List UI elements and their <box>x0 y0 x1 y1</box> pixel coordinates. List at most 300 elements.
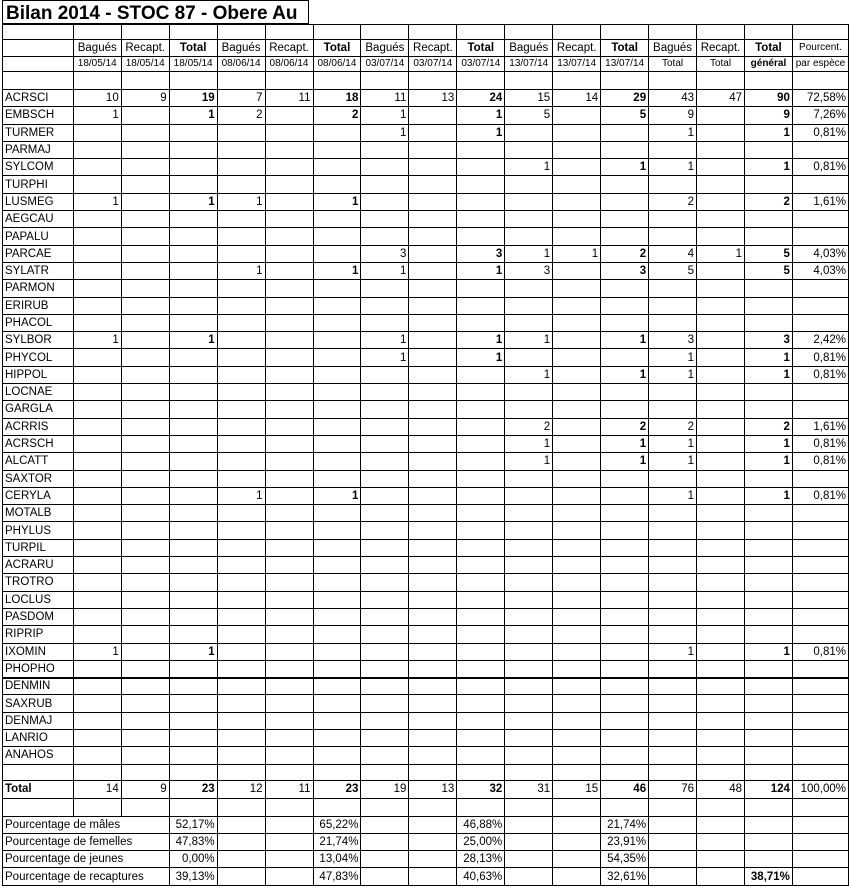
value-cell <box>697 211 745 228</box>
table-row <box>3 712 849 729</box>
value-cell <box>73 401 121 418</box>
column-header: Pourcent. <box>792 40 848 57</box>
value-cell <box>697 435 745 452</box>
value-cell <box>697 643 745 660</box>
value-cell <box>265 124 313 141</box>
table-row <box>3 522 849 539</box>
value-cell <box>361 660 409 677</box>
table-row <box>3 816 849 833</box>
value-cell <box>169 574 217 591</box>
value-cell <box>313 245 361 262</box>
empty-cell <box>505 851 553 868</box>
value-cell <box>697 539 745 556</box>
table-row <box>3 764 849 780</box>
value-cell: 1 <box>73 107 121 124</box>
value-cell <box>73 418 121 435</box>
stat-value: 21,74% <box>601 816 649 833</box>
value-cell <box>697 107 745 124</box>
stat-value: 47,83% <box>169 833 217 850</box>
table-row <box>3 349 849 366</box>
empty-cell <box>3 72 74 90</box>
value-cell <box>697 159 745 176</box>
value-cell <box>792 141 848 158</box>
value-cell <box>601 314 649 331</box>
value-cell <box>409 211 457 228</box>
value-cell <box>313 557 361 574</box>
value-cell <box>505 401 553 418</box>
value-cell <box>121 228 169 245</box>
value-cell <box>792 176 848 193</box>
empty-cell <box>601 764 649 780</box>
value-cell <box>121 539 169 556</box>
value-cell <box>169 591 217 608</box>
value-cell <box>697 418 745 435</box>
value-cell <box>169 487 217 504</box>
value-cell <box>457 712 505 729</box>
column-subheader: 08/06/14 <box>313 57 361 72</box>
total-cell: 48 <box>697 780 745 798</box>
value-cell <box>73 608 121 625</box>
value-cell <box>697 695 745 712</box>
empty-cell <box>409 25 457 40</box>
value-cell <box>457 297 505 314</box>
value-cell: 2 <box>601 418 649 435</box>
value-cell <box>792 522 848 539</box>
empty-cell <box>792 816 848 833</box>
value-cell <box>792 297 848 314</box>
value-cell <box>169 435 217 452</box>
value-cell <box>744 401 792 418</box>
value-cell <box>217 332 265 349</box>
value-cell: 1,61% <box>792 193 848 210</box>
empty-cell <box>217 25 265 40</box>
value-cell <box>649 695 697 712</box>
value-cell: 19 <box>169 90 217 107</box>
value-cell: 1 <box>217 487 265 504</box>
value-cell: 1 <box>697 245 745 262</box>
value-cell <box>553 487 601 504</box>
value-cell: 1 <box>601 453 649 470</box>
value-cell <box>73 487 121 504</box>
column-subheader: 08/06/14 <box>217 57 265 72</box>
value-cell <box>792 557 848 574</box>
stat-value: 40,63% <box>457 868 505 885</box>
value-cell <box>697 522 745 539</box>
value-cell: 3 <box>649 332 697 349</box>
empty-cell <box>121 764 169 780</box>
table-row <box>3 384 849 401</box>
value-cell <box>457 539 505 556</box>
table-row <box>3 539 849 556</box>
value-cell <box>457 643 505 660</box>
empty-cell <box>73 72 121 90</box>
value-cell <box>217 505 265 522</box>
value-cell <box>697 678 745 695</box>
species-code: CERYLA <box>3 487 74 504</box>
value-cell: 10 <box>73 90 121 107</box>
value-cell <box>553 591 601 608</box>
value-cell: 1 <box>649 643 697 660</box>
value-cell <box>217 678 265 695</box>
species-code: DENMAJ <box>3 712 74 729</box>
value-cell <box>553 695 601 712</box>
species-code: EMBSCH <box>3 107 74 124</box>
value-cell <box>505 522 553 539</box>
empty-cell <box>697 833 745 850</box>
value-cell <box>697 557 745 574</box>
total-cell: 11 <box>265 780 313 798</box>
value-cell <box>361 297 409 314</box>
column-subheader: 18/05/14 <box>73 57 121 72</box>
value-cell <box>361 695 409 712</box>
empty-cell <box>744 798 792 816</box>
value-cell <box>505 591 553 608</box>
value-cell <box>73 574 121 591</box>
value-cell: 9 <box>649 107 697 124</box>
value-cell <box>697 712 745 729</box>
value-cell <box>361 574 409 591</box>
value-cell <box>792 678 848 695</box>
value-cell <box>457 470 505 487</box>
value-cell <box>553 435 601 452</box>
stat-value: 21,74% <box>313 833 361 850</box>
value-cell <box>649 574 697 591</box>
column-header: Recapt. <box>409 40 457 57</box>
value-cell <box>792 314 848 331</box>
value-cell <box>265 159 313 176</box>
value-cell <box>697 262 745 279</box>
value-cell <box>361 384 409 401</box>
value-cell: 2 <box>649 193 697 210</box>
value-cell <box>601 401 649 418</box>
species-code: PHOPHO <box>3 660 74 677</box>
value-cell <box>361 591 409 608</box>
value-cell <box>265 228 313 245</box>
table-row <box>3 729 849 746</box>
value-cell: 1 <box>217 193 265 210</box>
value-cell: 1 <box>744 487 792 504</box>
total-cell: 15 <box>553 780 601 798</box>
column-header: Recapt. <box>121 40 169 57</box>
value-cell <box>361 418 409 435</box>
value-cell: 3 <box>457 245 505 262</box>
stat-value: 0,00% <box>169 851 217 868</box>
value-cell <box>73 228 121 245</box>
empty-cell <box>409 798 457 816</box>
empty-cell <box>792 72 848 90</box>
value-cell <box>505 193 553 210</box>
value-cell <box>457 228 505 245</box>
table-row <box>3 193 849 210</box>
value-cell <box>697 332 745 349</box>
value-cell <box>409 228 457 245</box>
value-cell <box>313 141 361 158</box>
value-cell <box>73 314 121 331</box>
value-cell <box>697 176 745 193</box>
value-cell <box>553 349 601 366</box>
value-cell <box>265 522 313 539</box>
value-cell <box>169 522 217 539</box>
value-cell <box>553 280 601 297</box>
value-cell <box>601 643 649 660</box>
species-code: DENMIN <box>3 678 74 695</box>
empty-cell <box>457 798 505 816</box>
value-cell <box>265 712 313 729</box>
value-cell <box>409 505 457 522</box>
value-cell <box>649 522 697 539</box>
empty-cell <box>217 72 265 90</box>
species-code: AEGCAU <box>3 211 74 228</box>
value-cell <box>601 176 649 193</box>
value-cell <box>553 297 601 314</box>
value-cell <box>217 539 265 556</box>
value-cell <box>313 695 361 712</box>
value-cell <box>553 366 601 383</box>
value-cell <box>265 245 313 262</box>
value-cell <box>121 747 169 764</box>
value-cell <box>409 314 457 331</box>
value-cell: 1 <box>601 332 649 349</box>
empty-cell <box>121 798 169 816</box>
species-code: PHACOL <box>3 314 74 331</box>
table-row <box>3 25 849 40</box>
value-cell <box>457 141 505 158</box>
value-cell <box>553 470 601 487</box>
value-cell: 3 <box>505 262 553 279</box>
stat-label: Pourcentage de recaptures <box>3 868 170 885</box>
stat-value: 52,17% <box>169 816 217 833</box>
value-cell <box>553 384 601 401</box>
value-cell: 0,81% <box>792 487 848 504</box>
value-cell <box>601 626 649 643</box>
value-cell <box>744 626 792 643</box>
empty-cell <box>457 25 505 40</box>
value-cell <box>744 660 792 677</box>
value-cell <box>553 107 601 124</box>
value-cell <box>265 211 313 228</box>
value-cell <box>553 314 601 331</box>
table-row <box>3 435 849 452</box>
empty-cell <box>505 868 553 885</box>
value-cell <box>505 470 553 487</box>
empty-cell <box>361 816 409 833</box>
value-cell <box>73 211 121 228</box>
empty-cell <box>121 72 169 90</box>
empty-cell <box>649 851 697 868</box>
empty-cell <box>697 868 745 885</box>
value-cell <box>217 124 265 141</box>
value-cell <box>313 349 361 366</box>
value-cell <box>169 712 217 729</box>
value-cell <box>601 124 649 141</box>
value-cell: 2 <box>649 418 697 435</box>
value-cell <box>217 470 265 487</box>
value-cell <box>649 678 697 695</box>
value-cell: 1 <box>649 366 697 383</box>
value-cell <box>409 522 457 539</box>
empty-cell <box>361 798 409 816</box>
empty-cell <box>265 798 313 816</box>
empty-cell <box>505 72 553 90</box>
value-cell: 9 <box>744 107 792 124</box>
value-cell <box>265 107 313 124</box>
value-cell <box>553 453 601 470</box>
value-cell: 3 <box>361 245 409 262</box>
stat-value: 46,88% <box>457 816 505 833</box>
empty-cell <box>792 868 848 885</box>
table-row <box>3 57 849 72</box>
empty-cell <box>361 25 409 40</box>
value-cell <box>169 539 217 556</box>
value-cell <box>697 608 745 625</box>
stat-value: 54,35% <box>601 851 649 868</box>
value-cell <box>457 747 505 764</box>
value-cell <box>505 747 553 764</box>
empty-cell <box>457 764 505 780</box>
value-cell <box>121 124 169 141</box>
value-cell: 7 <box>217 90 265 107</box>
value-cell <box>409 643 457 660</box>
value-cell: 43 <box>649 90 697 107</box>
value-cell <box>169 418 217 435</box>
value-cell <box>121 418 169 435</box>
empty-cell <box>217 868 265 885</box>
value-cell <box>265 176 313 193</box>
value-cell: 5 <box>744 245 792 262</box>
table-row <box>3 695 849 712</box>
value-cell <box>457 453 505 470</box>
species-code: LUSMEG <box>3 193 74 210</box>
value-cell <box>505 678 553 695</box>
species-code: RIPRIP <box>3 626 74 643</box>
value-cell <box>409 695 457 712</box>
value-cell: 5 <box>505 107 553 124</box>
value-cell <box>265 574 313 591</box>
value-cell <box>409 297 457 314</box>
empty-cell <box>313 764 361 780</box>
value-cell <box>73 453 121 470</box>
value-cell <box>744 211 792 228</box>
empty-cell <box>649 764 697 780</box>
value-cell <box>73 591 121 608</box>
value-cell <box>649 747 697 764</box>
empty-cell <box>73 25 121 40</box>
empty-cell <box>505 25 553 40</box>
species-code: ACRSCH <box>3 435 74 452</box>
value-cell <box>505 487 553 504</box>
value-cell <box>73 678 121 695</box>
species-code: LANRIO <box>3 729 74 746</box>
value-cell <box>265 262 313 279</box>
value-cell <box>313 314 361 331</box>
value-cell <box>169 470 217 487</box>
value-cell <box>121 159 169 176</box>
empty-cell <box>649 798 697 816</box>
value-cell <box>409 453 457 470</box>
column-header: Bagués <box>649 40 697 57</box>
value-cell <box>409 245 457 262</box>
value-cell <box>792 384 848 401</box>
value-cell <box>601 297 649 314</box>
value-cell <box>217 747 265 764</box>
value-cell <box>361 176 409 193</box>
value-cell: 1 <box>169 193 217 210</box>
column-subheader: général <box>744 57 792 72</box>
table-row <box>3 643 849 660</box>
empty-cell <box>744 72 792 90</box>
value-cell <box>169 280 217 297</box>
value-cell <box>73 366 121 383</box>
value-cell <box>697 574 745 591</box>
value-cell: 2 <box>744 193 792 210</box>
value-cell <box>649 591 697 608</box>
value-cell <box>457 608 505 625</box>
value-cell: 1 <box>457 124 505 141</box>
empty-cell <box>265 833 313 850</box>
table-row <box>3 72 849 90</box>
value-cell <box>121 280 169 297</box>
empty-cell <box>505 833 553 850</box>
value-cell <box>361 505 409 522</box>
value-cell <box>361 678 409 695</box>
empty-cell <box>3 57 74 72</box>
value-cell: 1 <box>649 435 697 452</box>
empty-cell <box>553 72 601 90</box>
value-cell <box>553 643 601 660</box>
value-cell <box>409 729 457 746</box>
value-cell <box>649 626 697 643</box>
value-cell: 1 <box>601 435 649 452</box>
value-cell <box>601 280 649 297</box>
species-code: ALCATT <box>3 453 74 470</box>
value-cell <box>121 435 169 452</box>
value-cell <box>553 141 601 158</box>
column-header: Bagués <box>505 40 553 57</box>
empty-cell <box>697 25 745 40</box>
value-cell <box>169 608 217 625</box>
species-code: IXOMIN <box>3 643 74 660</box>
value-cell: 1 <box>313 262 361 279</box>
species-code: SYLATR <box>3 262 74 279</box>
value-cell: 2 <box>505 418 553 435</box>
value-cell <box>744 591 792 608</box>
value-cell <box>313 384 361 401</box>
total-cell: 124 <box>744 780 792 798</box>
species-code: PAPALU <box>3 228 74 245</box>
value-cell: 1 <box>73 332 121 349</box>
value-cell <box>409 193 457 210</box>
value-cell <box>313 297 361 314</box>
value-cell <box>217 245 265 262</box>
value-cell <box>217 314 265 331</box>
value-cell <box>217 141 265 158</box>
value-cell <box>169 141 217 158</box>
value-cell <box>553 660 601 677</box>
value-cell <box>73 557 121 574</box>
value-cell: 29 <box>601 90 649 107</box>
value-cell <box>313 608 361 625</box>
value-cell <box>553 176 601 193</box>
stat-value: 25,00% <box>457 833 505 850</box>
value-cell: 24 <box>457 90 505 107</box>
value-cell <box>217 418 265 435</box>
empty-cell <box>697 72 745 90</box>
value-cell <box>409 366 457 383</box>
species-code: PARMON <box>3 280 74 297</box>
value-cell <box>744 695 792 712</box>
value-cell <box>361 487 409 504</box>
empty-cell <box>265 25 313 40</box>
